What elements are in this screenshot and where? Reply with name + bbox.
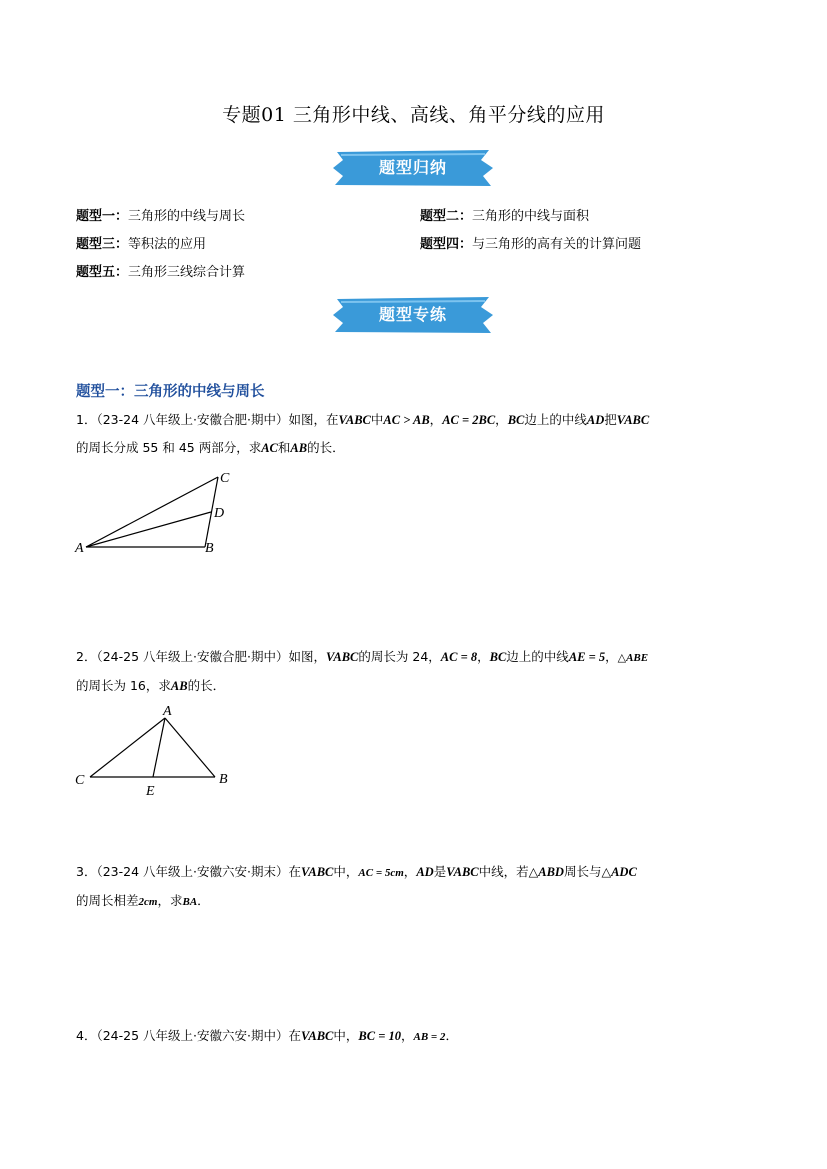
- vertex-b-label: B: [205, 541, 214, 556]
- category-item: 题型四：与三角形的高有关的计算问题: [420, 237, 642, 252]
- figure-1-triangle: [70, 465, 250, 560]
- figure-2-triangle: [70, 700, 250, 800]
- category-item: 题型三：等积法的应用: [76, 237, 207, 252]
- vertex-a-label: A: [163, 704, 172, 719]
- vertex-a-label: A: [75, 541, 84, 556]
- page-title: 专题01 三角形中线、高线、角平分线的应用: [222, 104, 605, 126]
- question-3: 3．（23-24 八年级上·安徽六安·期末）在VABC中，AC = 5cm，AD是VABC中线，若△ABD周长与△ADC 的周长相差2cm，求BA．: [76, 864, 637, 908]
- banner-practice: [331, 295, 495, 335]
- vertex-e-label: E: [146, 784, 155, 799]
- vertex-c-label: C: [75, 773, 85, 788]
- section-heading: 题型一：三角形的中线与周长: [76, 384, 265, 400]
- vertex-c-label: C: [220, 471, 230, 486]
- banner-summary-label: 题型归纳: [378, 158, 447, 177]
- category-item: 题型二：三角形的中线与面积: [420, 209, 590, 224]
- vertex-d-label: D: [214, 506, 225, 521]
- category-item: 题型五：三角形三线综合计算: [76, 265, 246, 280]
- question-4: 4．（24-25 八年级上·安徽六安·期中）在VABC中，BC = 10，AB = 2．: [76, 1028, 458, 1043]
- question-1: 1．（23-24 八年级上·安徽合肥·期中）如图，在VABC中AC > AB，AC = 2BC，BC边上的中线AD把VABC 的周长分成 55 和 45 两部分，求AC和AB的长．: [76, 412, 650, 455]
- banner-practice-label: 题型专练: [378, 305, 447, 324]
- vertex-b-label: B: [219, 772, 228, 787]
- banner-summary: [331, 148, 495, 188]
- question-2: 2．（24-25 八年级上·安徽合肥·期中）如图，VABC的周长为 24，AC = 8，BC边上的中线AE = 5，△ABE 的周长为 16，求AB的长．: [76, 649, 649, 693]
- category-item: 题型一：三角形的中线与周长: [76, 209, 246, 224]
